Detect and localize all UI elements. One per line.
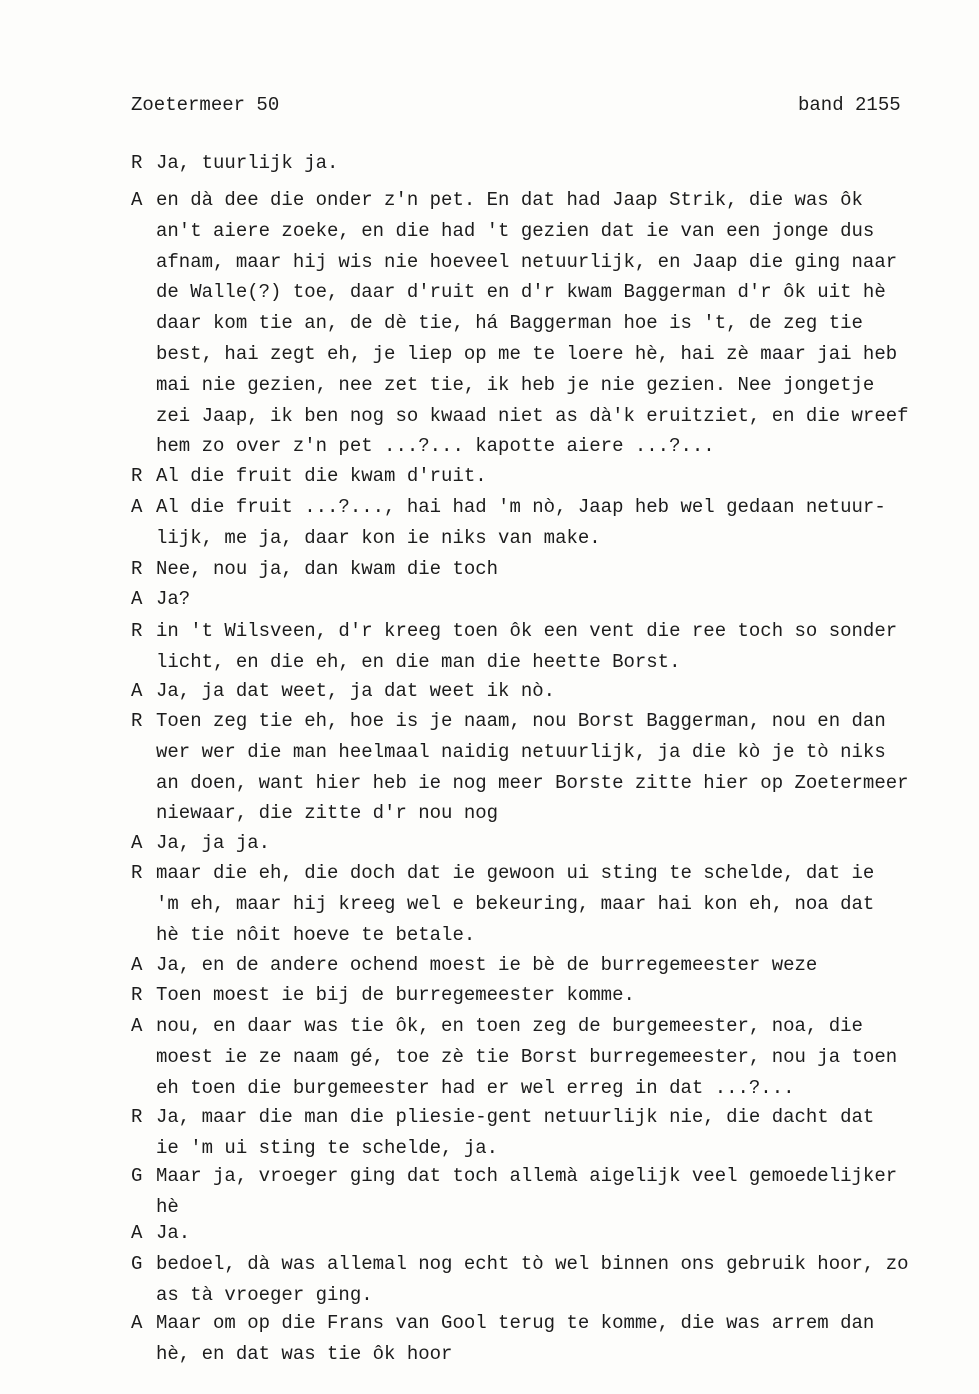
transcript-line: mai nie gezien, nee zet tie, ik heb je nie gezien. Nee jongetje [156, 374, 875, 396]
transcript-line: bedoel, dà was allemal nog echt tò wel binnen ons gebruik hoor, zo [156, 1253, 909, 1275]
transcript-line: niewaar, die zitte d'r nou nog [156, 802, 499, 824]
transcript-line: lijk, me ja, daar kon ie niks van make. [156, 527, 601, 549]
transcript-line: Al die fruit ...?..., hai had 'm nò, Jaap heb wel gedaan netuur- [156, 496, 886, 518]
transcript-line: Nee, nou ja, dan kwam die toch [156, 558, 499, 580]
transcript-turn [131, 710, 976, 833]
transcript-turn [131, 1165, 976, 1227]
transcript-line: Toen moest ie bij de burregemeester komme. [156, 984, 635, 1006]
transcript-line: Al die fruit die kwam d'ruit. [156, 465, 487, 487]
speaker-label: A [131, 496, 143, 518]
speaker-label: A [131, 680, 143, 702]
transcript-line: eh toen die burgemeester had er wel erreg in dat ...?... [156, 1077, 795, 1099]
transcript-line: de Walle(?) toe, daar d'ruit en d'r kwam Baggerman d'r ôk uit hè [156, 281, 886, 303]
transcript-line: Ja, tuurlijk ja. [156, 152, 339, 174]
transcript-line: afnam, maar hij wis nie hoeveel netuurlijk, en Jaap die ging naar [156, 251, 898, 273]
transcript-turn [131, 984, 976, 1015]
speaker-label: R [131, 984, 143, 1006]
transcript-line: as tà vroeger ging. [156, 1284, 373, 1306]
speaker-label: A [131, 1222, 143, 1244]
speaker-label: R [131, 465, 143, 487]
transcript-turn [131, 954, 976, 985]
transcript-turn [131, 1015, 976, 1107]
transcript-line: 'm eh, maar hij kreeg wel e bekeuring, maar hai kon eh, noa dat [156, 893, 875, 915]
transcript-line: an't aiere zoeke, en die had 't gezien dat ie van een jonge dus [156, 220, 875, 242]
transcript-turn [131, 620, 976, 682]
speaker-label: A [131, 189, 143, 211]
transcript-line: moest ie ze naam gé, toe zè tie Borst burregemeester, nou ja toen [156, 1046, 898, 1068]
transcript-line: zei Jaap, ik ben nog so kwaad niet as dà'k eruitziet, en die wreef [156, 405, 909, 427]
speaker-label: R [131, 558, 143, 580]
transcript-line: hè tie nôit hoeve te betale. [156, 924, 476, 946]
speaker-label: R [131, 1106, 143, 1128]
speaker-label: A [131, 588, 143, 610]
transcript-line: nou, en daar was tie ôk, en toen zeg de burgemeester, noa, die [156, 1015, 863, 1037]
transcript-turn [131, 496, 976, 558]
transcript-line: Toen zeg tie eh, hoe is je naam, nou Borst Baggerman, nou en dan [156, 710, 886, 732]
transcript-line: maar die eh, die doch dat ie gewoon ui sting te schelde, dat ie [156, 862, 875, 884]
transcript-turn [131, 152, 976, 183]
speaker-label: A [131, 832, 143, 854]
transcript-line: Ja, en de andere ochend moest ie bè de burregemeester weze [156, 954, 818, 976]
transcript-line: Maar ja, vroeger ging dat toch allemà aigelijk veel gemoedelijker [156, 1165, 898, 1187]
transcript-line: Ja. [156, 1222, 191, 1244]
transcript-line: Ja? [156, 588, 191, 610]
transcript-line: wer wer die man heelmaal naidig netuurlijk, ja die kò je tò niks [156, 741, 886, 763]
transcript-line: Ja, maar die man die pliesie-gent netuurlijk nie, die dacht dat [156, 1106, 875, 1128]
transcript-line: hè [156, 1196, 179, 1218]
speaker-label: R [131, 620, 143, 642]
transcript-turn [131, 1253, 976, 1315]
speaker-label: A [131, 1015, 143, 1037]
speaker-label: R [131, 152, 143, 174]
transcript-turn [131, 680, 976, 711]
transcript-line: Ja, ja ja. [156, 832, 271, 854]
header-tape-number: band 2155 [798, 94, 901, 116]
speaker-label: R [131, 862, 143, 884]
transcript-line: daar kom tie an, de dè tie, há Baggerman hoe is 't, de zeg tie [156, 312, 863, 334]
transcript-turn [131, 1222, 976, 1253]
speaker-label: G [131, 1253, 143, 1275]
transcript-line: ie 'm ui sting te schelde, ja. [156, 1137, 499, 1159]
transcript-turn [131, 588, 976, 619]
transcript-line: best, hai zegt eh, je liep op me te loere hè, hai zè maar jai heb [156, 343, 898, 365]
transcript-line: in 't Wilsveen, d'r kreeg toen ôk een vent die ree toch so sonder [156, 620, 898, 642]
transcript-turn [131, 1312, 976, 1374]
speaker-label: A [131, 1312, 143, 1334]
header-location: Zoetermeer 50 [131, 94, 280, 116]
transcript-line: en dà dee die onder z'n pet. En dat had Jaap Strik, die was ôk [156, 189, 863, 211]
transcript-turn [131, 1106, 976, 1168]
transcript-turn [131, 189, 976, 466]
transcript-turn [131, 465, 976, 496]
transcript-line: hem zo over z'n pet ...?... kapotte aiere ...?... [156, 435, 715, 457]
transcript-turn [131, 832, 976, 863]
speaker-label: G [131, 1165, 143, 1187]
speaker-label: R [131, 710, 143, 732]
transcript-turn [131, 558, 976, 589]
transcript-turn [131, 862, 976, 954]
transcript-line: licht, en die eh, en die man die heette Borst. [156, 651, 681, 673]
transcript-line: hè, en dat was tie ôk hoor [156, 1343, 453, 1365]
speaker-label: A [131, 954, 143, 976]
transcript-line: Ja, ja dat weet, ja dat weet ik nò. [156, 680, 556, 702]
transcript-line: Maar om op die Frans van Gool terug te komme, die was arrem dan [156, 1312, 875, 1334]
transcript-line: an doen, want hier heb ie nog meer Borste zitte hier op Zoetermeer [156, 772, 909, 794]
